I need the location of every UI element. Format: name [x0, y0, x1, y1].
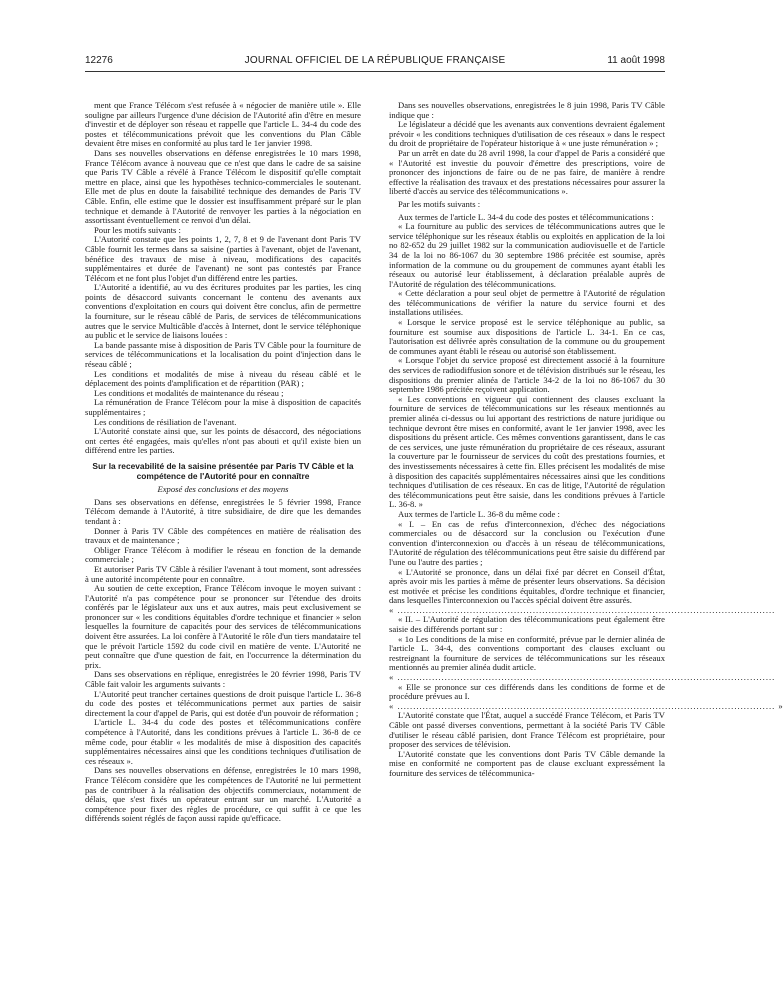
paragraph: L'Autorité constate que l'État, auquel a succédé France Télécom, et Paris TV Câble ont passé diverses conventions, permettant à la société Paris TV Câble d'utiliser le réseau câblé parisien, dont France Télécom est propriétaire, pour proposer des services de télévision.: [389, 710, 665, 750]
paragraph: Dans ses observations en réplique, enregistrées le 20 février 1998, Paris TV Câble fait valoir les arguments suivants :: [85, 669, 361, 690]
ellipsis-line: « ........................................................................................................................: [389, 672, 776, 683]
paragraph: Donner à Paris TV Câble des compétences en matière de réalisation des travaux et de maintenance ;: [85, 525, 361, 546]
ellipsis-line: « ........................................................................................................................: [389, 604, 776, 615]
paragraph: Au soutien de cette exception, France Télécom invoque le moyen suivant : l'Autorité n'a pas compétence pour se prononcer sur l'étendue des droits conférés par le législateur aux uns et aux autres, mais peut exclusivement se prononcer sur « les conditions équitables d'ordre technique et financier » selon lesquelles la fourniture de capacités pour des services de télécommunications doivent être assurées. La loi confère à l'Autorité le rôle d'un tiers mandataire tel que le prévoit l'article 1592 du code civil en matière de vente. L'Autorité ne peut connaître que d'une question de fait, en l'occurrence la détermination du prix.: [85, 583, 361, 670]
paragraph: « 1o Les conditions de la mise en conformité, prévue par le dernier alinéa de l'article L. 34-4, des conventions comportant des clauses excluant ou restreignant la fourniture de services de télécommunications sur les réseaux mentionnés au premier alinéa dudit article.: [389, 633, 665, 673]
paragraph: L'Autorité constate que les conventions dont Paris TV Câble demande la mise en conformité ne comportent pas de clause excluant expressément la fourniture des services de télécommunica-: [389, 748, 665, 778]
paragraph: La bande passante mise à disposition de Paris TV Câble pour la fourniture de services de télécommunications et la localisation du point d'injection dans le réseau câblé ;: [85, 339, 361, 370]
paragraph: Aux termes de l'article L. 36-8 du même code :: [398, 508, 560, 519]
paragraph: Dans ses nouvelles observations, enregistrées le 8 juin 1998, Paris TV Câble indique que :: [389, 100, 665, 120]
paragraph: Et autoriser Paris TV Câble à résilier l'avenant à tout moment, sont adressées à une autorité incompétente pour en connaître.: [85, 563, 361, 584]
paragraph: L'Autorité constate ainsi que, sur les points de désaccord, des négociations ont certes été engagées, mais qu'elles n'ont pas abouti et qu'il existe bien un différend entre les parties.: [85, 426, 361, 456]
paragraph: Par les motifs suivants :: [398, 198, 481, 209]
page-header: [85, 55, 665, 71]
paragraph: Dans ses observations en défense, enregistrées le 5 février 1998, France Télécom demande à l'Autorité, à titre subsidiaire, de dire que les demandes tendant à :: [85, 496, 361, 526]
paragraph: Le législateur a décidé que les avenants aux conventions devraient également prévoir « les conditions techniques d'utilisation de ces réseaux » dans le respect du droit de propriétaire de l'opérateur historique à « une juste rémunération » ;: [389, 119, 665, 149]
paragraph: L'Autorité a identifié, au vu des écritures produites par les parties, les cinq points de désaccord suivants concernant le contenu des avenants aux conventions d'exploitation en cours qui doivent être conclus, afin de permettre la fourniture, sur le réseau câblé de Paris, de services de télécommunications autres que le service Multicâble d'accès à Internet, dont le service téléphonique au public et le service de liaisons louées :: [85, 282, 361, 341]
subsection-heading: Exposé des conclusions et des moyens: [157, 484, 289, 495]
paragraph: « La fourniture au public des services de télécommunications autres que le service téléphonique sur les réseaux établis ou exploités en application de la loi no 82-652 du 29 juillet 1982 sur la communication audiovisuelle et de l'article 34 de la loi no 86-1067 du 30 septembre 1986 précitée est soumise, après information de la commune ou du groupement de communes ayant établi les réseaux ou autorisé leur établissement, à déclaration préalable auprès de l'Autorité de régulation des télécommunications.: [389, 221, 665, 289]
page-number: 12276: [85, 55, 113, 66]
paragraph: Pour les motifs suivants :: [94, 224, 181, 235]
left-column: [85, 101, 361, 824]
issue-date: 11 août 1998: [607, 55, 665, 66]
paragraph: Les conditions de résiliation de l'avenant.: [94, 416, 237, 427]
paragraph: « Lorsque le service proposé est le service téléphonique au public, sa fourniture est soumise aux dispositions de l'article L. 34-1. En ce cas, l'autorisation est délivrée après consultation de la commune ou du groupement de communes ayant établi le réseau ou autorisé son établissement.: [389, 317, 665, 356]
paragraph: « Les conventions en vigueur qui contiennent des clauses excluant la fourniture de services de télécommunications sur les réseaux mentionnés au premier alinéa ci-dessus ou lui apportant des restrictions de nature juridique ou technique devront être mises en conformité, avant le 1er janvier 1998, avec les dispositions du présent article. Ces mêmes conventions garantissent, dans le cas de ces services, une juste rémunération du propriétaire de ces réseaux, assurant la couverture par le fournisseur de services du coût des prestations fournies, et des investissements nécessaires à cette fin. Elles précisent les modalités de mise à disposition des capacités supplémentaires nécessaires ainsi que les conditions techniques d'utilisation de ces réseaux. En cas de litige, l'Autorité de régulation des télécommunications peut être saisie, dans les conditions prévues à l'article L. 36-8. »: [389, 393, 665, 510]
paragraph: Aux termes de l'article L. 34-4 du code des postes et télécommunications :: [398, 211, 654, 222]
paragraph: ment que France Télécom s'est refusée à « négocier de manière utile ». Elle souligne par ailleurs l'urgence d'une décision de l'Autorité afin d'être en mesure d'investir et de déployer son réseau et rappelle que l'article L. 34-4 du code des postes et télécommunications prévoit que les conventions du Plan Câble devaient être mises en conformité au plus tard le 1er janvier 1998.: [85, 100, 361, 149]
paragraph: Les conditions et modalités de maintenance du réseau ;: [94, 387, 284, 398]
paragraph: Obliger France Télécom à modifier le réseau en fonction de la demande commerciale ;: [85, 544, 361, 565]
paragraph: « L'Autorité se prononce, dans un délai fixé par décret en Conseil d'État, après avoir mis les parties à même de présenter leurs observations. Sa décision est motivée et précise les conditions équitables, d'ordre technique et financier, dans lesquelles l'interconnexion ou l'accès spécial doivent être assurés.: [389, 566, 665, 606]
paragraph: Dans ses nouvelles observations en défense, enregistrées le 10 mars 1998, France Télécom considère que les compétences de l'Autorité ne lui permettent pas de contribuer à la réalisation des objectifs commerciaux, notamment de délais, que s'est fixés un opérateur entrant sur un marché. L'Autorité a compétence pour fixer des règles de procédure, ce qui suffit à ce que les différends soient réglés de façon aussi rapide qu'efficace.: [85, 765, 361, 824]
paragraph: Les conditions et modalités de mise à niveau du réseau câblé et le déplacement des points d'amplification et de répartition (PAR) ;: [85, 368, 361, 389]
paragraph: « II. – L'Autorité de régulation des télécommunications peut également être saisie des différends portant sur :: [389, 614, 665, 635]
right-column: [389, 100, 784, 779]
paragraph: La rémunération de France Télécom pour la mise à disposition de capacités supplémentaires ;: [85, 397, 361, 417]
paragraph: L'Autorité peut trancher certaines questions de droit puisque l'article L. 36-8 du code des postes et télécommunications permet aux parties de saisir directement la cour d'appel de Paris, qui est dotée d'un pouvoir de réformation ;: [85, 688, 361, 718]
journal-title: JOURNAL OFFICIEL DE LA RÉPUBLIQUE FRANÇAISE: [244, 55, 506, 66]
paragraph: « Cette déclaration a pour seul objet de permettre à l'Autorité de régulation des télécommunications de vérifier la nature du service fourni et des installations utilisées.: [389, 288, 665, 318]
paragraph: Dans ses nouvelles observations en défense enregistrées le 10 mars 1998, France Télécom avance à nouveau que ce n'est que dans le cadre de sa saisine que Paris TV Câble a révélé à France Télécom le dispositif qu'elle comptait mettre en place, ainsi que les hypothèses technico-commerciales le soutenant. Elle met de plus en doute la faisabilité technique des demandes de Paris TV Câble. Enfin, elle estime que le dossier est insuffisamment préparé sur le plan technique et demande à l'Autorité de renvoyer les parties à la négociation en assortissant éventuellement ce renvoi d'un délai.: [85, 147, 361, 226]
paragraph: « I. – En cas de refus d'interconnexion, d'échec des négociations commerciales ou de désaccord sur la conclusion ou l'exécution d'une convention d'interconnexion ou d'accès à un réseau de télécommunications, l'Autorité de régulation des télécommunications peut être saisie du différend par l'une ou l'autre des parties ;: [389, 518, 665, 567]
header-rule: [85, 71, 665, 72]
paragraph: L'article L. 34-4 du code des postes et télécommunications confère compétence à l'Autorité, dans les conditions prévues à l'article L. 36-8 de ce même code, pour établir « les modalités de mise à disposition des capacités supplémentaires nécessaires ainsi que les conditions techniques d'utilisation de ces réseaux ».: [85, 717, 361, 766]
paragraph: Par un arrêt en date du 28 avril 1998, la cour d'appel de Paris a considéré que « l'Autorité est investie du pouvoir d'émettre des prescriptions, voire de prononcer des injonctions de faire ou de ne pas faire, de manière à rendre effective la réalisation des travaux et des prestations nécessaires pour assurer la liberté d'accès au service des télécommunications ».: [389, 147, 665, 197]
ellipsis-line: « ........................................................................................................................ »: [389, 700, 784, 711]
paragraph: « Elle se prononce sur ces différends dans les conditions de forme et de procédure prévues au I.: [389, 681, 665, 702]
paragraph: « Lorsque l'objet du service proposé est directement associé à la fourniture des services de radiodiffusion sonore et de télévision distribués sur le réseau, les dispositions du premier alinéa de l'article 34-2 de la loi no 86-1067 du 30 septembre 1986 précitée reçoivent application.: [389, 355, 665, 395]
section-heading: Sur la recevabilité de la saisine présentée par Paris TV Câble et la compétence de l'Autorité pour en connaître: [92, 460, 354, 481]
paragraph: L'Autorité constate que les points 1, 2, 7, 8 et 9 de l'avenant dont Paris TV Câble fournit les termes dans sa saisine (parties à l'avenant, objet de l'avenant, bénéfice des travaux de mise à niveau, modifications des capacités supplémentaires et durée de l'avenant) ne sont pas contestés par France Télécom et ne font plus l'objet d'un différend entre les parties.: [85, 234, 361, 283]
